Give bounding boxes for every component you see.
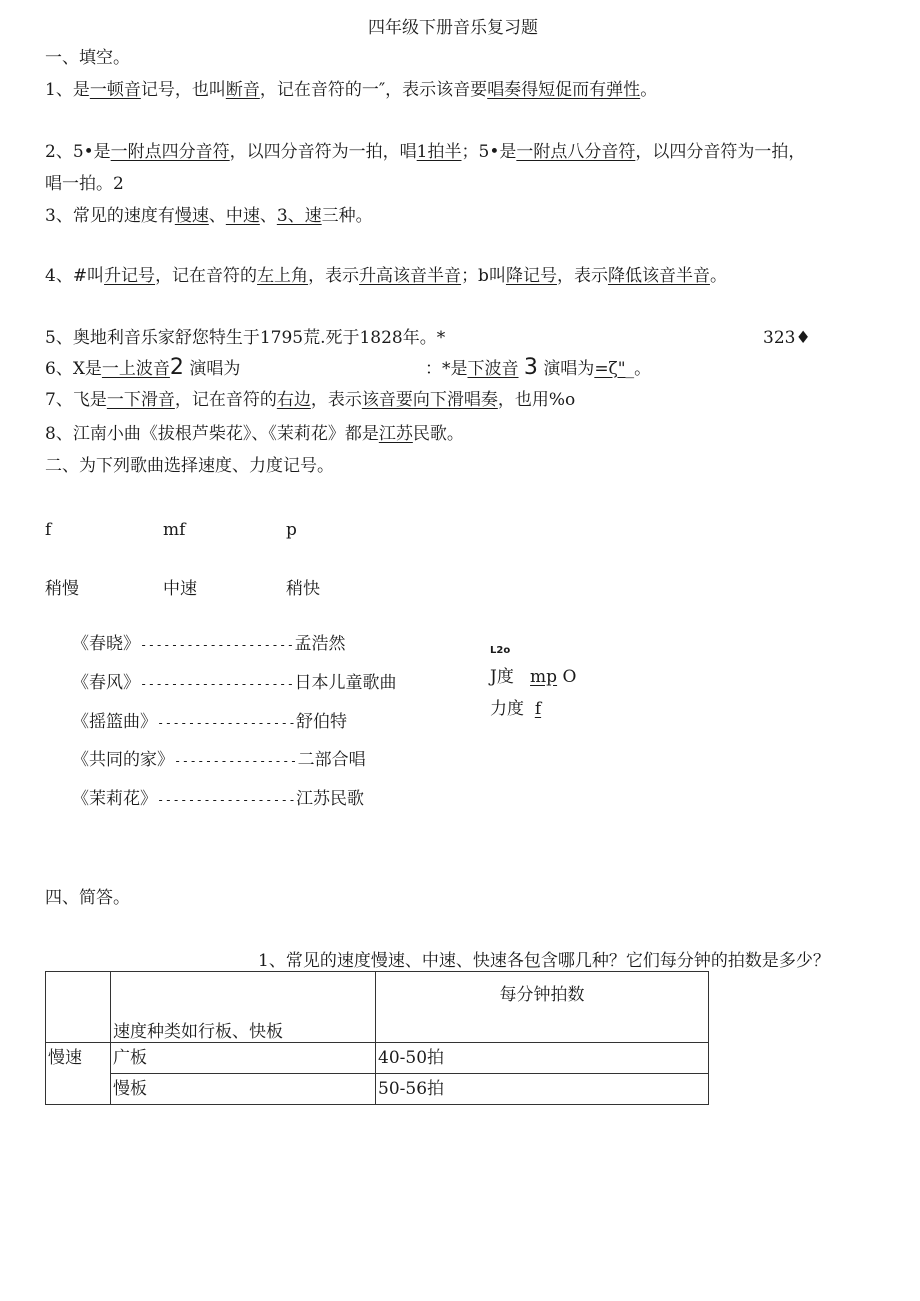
side-note-answer-2: f	[534, 699, 542, 719]
q6-line-right	[425, 357, 651, 380]
table-header-row	[46, 972, 709, 1043]
song-row	[72, 633, 346, 656]
q2-answer-1: 一附点四分音符	[110, 142, 230, 162]
q6-text-d: 演唱为	[543, 359, 595, 379]
tempo-medium: 中速	[163, 579, 197, 599]
q6-text-e: _。	[625, 359, 652, 379]
q1-answer-2: 断音	[225, 80, 260, 100]
table-cell-kind: 广板	[111, 1043, 376, 1074]
song-author: 江苏民歌	[296, 789, 365, 809]
song-row	[72, 672, 397, 695]
section1-heading: 一、填空。	[45, 48, 130, 68]
table-cell-empty	[46, 972, 111, 1043]
table-header-bpm: 每分钟拍数	[376, 972, 709, 1043]
song-dashes: ------------------	[157, 716, 297, 730]
q2-answer-2: 1拍半	[416, 142, 462, 162]
q1-answer-1: 一顿音	[89, 80, 141, 100]
side-note-label-2: 力度	[490, 699, 524, 719]
q6-line	[45, 357, 240, 380]
table-cell-bpm: 50-56拍	[376, 1074, 709, 1105]
q4-answer-3: 升高该音半音	[359, 266, 462, 286]
song-title: 《共同的家》	[72, 750, 174, 770]
section2-heading: 二、为下列歌曲选择速度、力度记号。	[45, 456, 334, 476]
song-author: 二部合唱	[297, 750, 366, 770]
song-title: 《春风》	[72, 673, 140, 693]
q3-text-d: 三种。	[321, 206, 373, 226]
song-title: 《茉莉花》	[72, 789, 157, 809]
q4-text-b: ，记在音符的	[155, 266, 258, 286]
tempo-slightly-slow: 稍慢	[45, 579, 79, 599]
q4-text-a: 4、#叫	[45, 266, 105, 286]
song-dashes: ----------------	[174, 754, 298, 768]
q7-answer-3: 该音要向下滑唱奏	[361, 390, 498, 410]
song-dashes: --------------------	[140, 677, 295, 691]
q4-text-f: 。	[709, 266, 727, 286]
song-dashes: --------------------	[140, 638, 295, 652]
q3-text-b: 、	[208, 206, 226, 226]
side-note-tail-1: O	[562, 667, 577, 687]
song-row	[72, 788, 364, 811]
q3-line	[45, 205, 373, 227]
q4-answer-4: 降记号	[505, 266, 557, 286]
q3-text-c: 、	[259, 206, 277, 226]
song-author: 孟浩然	[294, 634, 346, 654]
q3-answer-2: 中速	[225, 206, 260, 226]
q7-text-d: ，也用%o	[497, 390, 576, 410]
table-group-slow: 慢速	[46, 1043, 111, 1105]
q8-text-a: 8、江南小曲《拔根芦柴花》、《茉莉花》都是	[45, 424, 379, 444]
q6-answer-1: 一上波音	[101, 359, 170, 379]
section4-question-1: 1、常见的速度慢速、中速、快速各包含哪几种？它们每分钟的拍数是多少？	[258, 951, 830, 971]
song-row	[72, 749, 366, 772]
song-title: 《摇篮曲》	[72, 712, 157, 732]
q6-text-a: 6、X是	[45, 359, 102, 379]
q1-answer-3: 唱奏得短促而有弹性	[487, 80, 641, 100]
dynamic-f: f	[45, 520, 52, 540]
q7-answer-1: 一下滑音	[106, 390, 175, 410]
side-note-label-1: J度	[490, 667, 514, 687]
q4-answer-1: 升记号	[104, 266, 156, 286]
table-cell-kind: 慢板	[111, 1074, 376, 1105]
q7-text-a: 7、飞是	[45, 390, 107, 410]
q4-text-d: ；b叫	[461, 266, 506, 286]
q8-line	[45, 423, 464, 445]
side-note-line2	[490, 698, 541, 720]
q3-text-a: 3、常见的速度有	[45, 206, 175, 226]
q7-text-b: ，记在音符的	[174, 390, 277, 410]
q2-text-b: ，以四分音符为一拍，唱	[229, 142, 417, 162]
q5-line: 5、奥地利音乐家舒您特生于1795荒.死于1828年。*	[45, 328, 446, 348]
q8-answer-1: 江苏	[378, 424, 413, 444]
song-dashes: ------------------	[157, 793, 297, 807]
q6-answer-2: 下波音	[467, 359, 519, 379]
q2-answer-3: 一附点八分音符	[516, 142, 636, 162]
q6-text-b: 演唱为	[189, 359, 241, 379]
table-row	[46, 1074, 709, 1105]
side-note-small: L2o	[490, 645, 511, 656]
song-row	[72, 711, 347, 734]
q6-text-c: ：*是	[425, 359, 468, 379]
q1-text-b: 记号，也叫	[140, 80, 226, 100]
song-author: 舒伯特	[296, 712, 348, 732]
q2-line2: 唱一拍。2	[45, 174, 124, 194]
section4-heading: 四、简答。	[45, 888, 130, 908]
q1-text-d: 。	[640, 80, 658, 100]
q7-answer-2: 右边	[276, 390, 311, 410]
q7-text-c: ，表示	[310, 390, 362, 410]
q6-answer-3: =ζ"	[594, 359, 626, 379]
table-cell-bpm: 40-50拍	[376, 1043, 709, 1074]
q3-answer-3: 3、速	[276, 206, 322, 226]
q6-number-2: 2	[169, 355, 184, 380]
tempo-slightly-fast: 稍快	[286, 579, 320, 599]
dynamic-mf: mf	[163, 520, 186, 540]
tempo-table	[45, 971, 709, 1105]
table-row	[46, 1043, 709, 1074]
q4-text-e: ，表示	[556, 266, 608, 286]
q1-text-a: 1、是	[45, 80, 90, 100]
q4-answer-2: 左上角	[257, 266, 309, 286]
q2-line	[45, 141, 805, 163]
side-note-answer-1: mp	[530, 667, 558, 687]
song-author: 日本儿童歌曲	[294, 673, 397, 693]
q3-answer-1: 慢速	[174, 206, 209, 226]
q8-text-b: 民歌。	[412, 424, 464, 444]
q4-line	[45, 265, 727, 287]
q5-margin-note: 323♦	[763, 328, 811, 348]
q6-number-3: 3	[523, 355, 538, 380]
dynamic-p: p	[286, 520, 297, 540]
q1-line	[45, 79, 657, 101]
table-header-kind: 速度种类如行板、快板	[111, 972, 376, 1043]
q2-text-c: ；5•是	[461, 142, 517, 162]
q2-text-a: 2、5•是	[45, 142, 111, 162]
q1-text-c: ，记在音符的一″，表示该音要	[259, 80, 488, 100]
q2-text-d: ，以四分音符为一拍，	[635, 142, 806, 162]
q7-line	[45, 389, 575, 411]
q4-text-c: ，表示	[308, 266, 360, 286]
q4-answer-5: 降低该音半音	[607, 266, 710, 286]
song-title: 《春晓》	[72, 634, 140, 654]
page-title: 四年级下册音乐复习题	[368, 18, 538, 38]
side-note-line1	[490, 666, 576, 688]
